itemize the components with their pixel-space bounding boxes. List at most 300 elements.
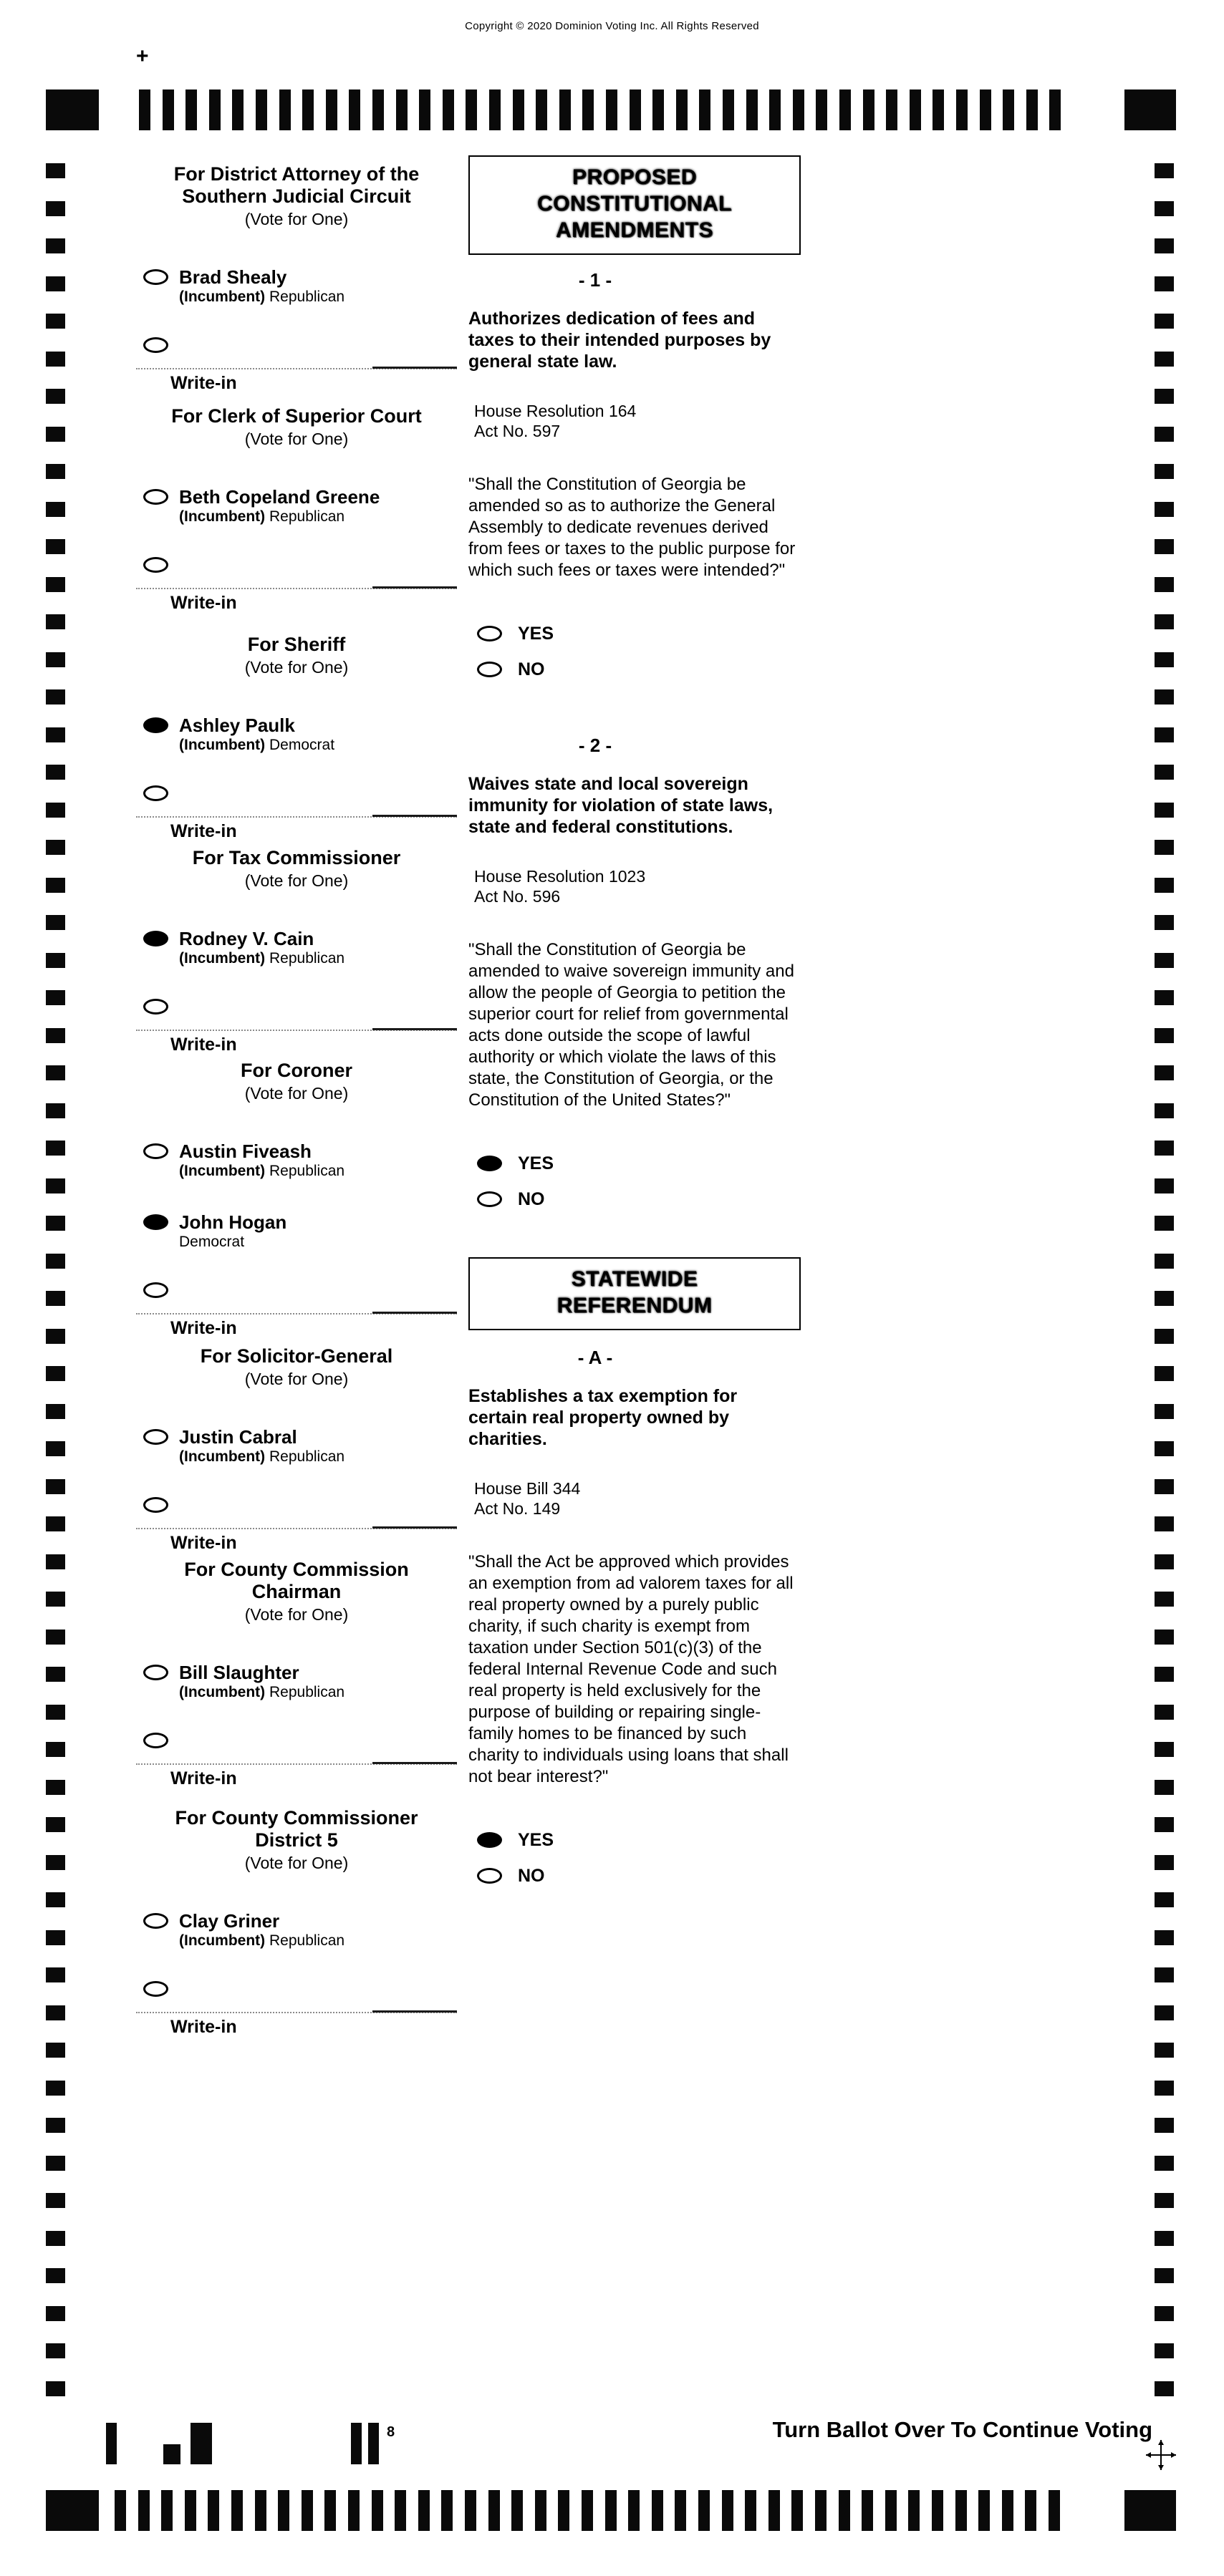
- timing-bar-bottom: [488, 2490, 500, 2531]
- timing-bar-top: [839, 89, 851, 130]
- filled-candidate-oval[interactable]: [143, 1214, 168, 1230]
- candidate-info: [179, 266, 344, 306]
- write-in-line[interactable]: [136, 1763, 457, 1765]
- timing-square-left: [46, 201, 65, 216]
- filled-choice-oval[interactable]: [477, 1832, 502, 1848]
- timing-square-right: [1155, 352, 1174, 367]
- contest-title-line: For Coroner: [240, 1060, 352, 1081]
- choice-oval[interactable]: [477, 1191, 502, 1207]
- timing-square-left: [46, 1667, 65, 1682]
- timing-square-right: [1155, 765, 1174, 780]
- timing-square-left: [46, 1216, 65, 1231]
- candidate-party-line: (Incumbent) Republican: [179, 1932, 345, 1949]
- timing-bar-top: [933, 89, 944, 130]
- write-in-line[interactable]: [136, 588, 457, 589]
- measures-column: [468, 0, 801, 2477]
- timing-bar-bottom: [839, 2490, 850, 2531]
- timing-square-left: [46, 1329, 65, 1344]
- timing-square-left: [46, 1441, 65, 1456]
- timing-square-right: [1155, 1554, 1174, 1569]
- write-in-label: Write-in: [170, 593, 237, 613]
- corner-glyph: 8: [387, 2424, 395, 2440]
- timing-square-right: [1155, 1028, 1174, 1043]
- timing-bar-bottom: [465, 2490, 476, 2531]
- write-in-oval[interactable]: [143, 1497, 168, 1513]
- timing-bar-top: [769, 89, 781, 130]
- timing-square-left: [46, 1705, 65, 1720]
- choice-row: [468, 1858, 801, 1894]
- timing-square-right: [1155, 389, 1174, 404]
- timing-square-left: [46, 1404, 65, 1419]
- timing-bar-bottom: [908, 2490, 920, 2531]
- candidate-info: [179, 1211, 286, 1251]
- measure-block: [468, 1347, 801, 1894]
- measure-number: - 1 -: [578, 269, 612, 291]
- timing-bar-bottom: [791, 2490, 803, 2531]
- timing-square-right: [1155, 878, 1174, 893]
- contest-title-line: For County Commissioner: [175, 1807, 418, 1829]
- timing-square-right: [1155, 1329, 1174, 1344]
- timing-square-left: [46, 1930, 65, 1945]
- vote-for-instruction: (Vote for One): [244, 871, 349, 890]
- timing-square-right: [1155, 1667, 1174, 1682]
- timing-bar-bottom: [698, 2490, 710, 2531]
- write-in-label: Write-in: [170, 1533, 237, 1553]
- choice-oval[interactable]: [477, 662, 502, 677]
- timing-square-right: [1155, 614, 1174, 629]
- contest-title: [136, 1060, 457, 1082]
- timing-square-left: [46, 1780, 65, 1795]
- timing-bar-top: [793, 89, 804, 130]
- timing-bar-top: [185, 89, 197, 130]
- timing-bar-top: [630, 89, 641, 130]
- measure-choices: [468, 616, 801, 687]
- timing-square-right: [1155, 2231, 1174, 2246]
- contest-title: [136, 1345, 457, 1367]
- choice-label: NO: [518, 1188, 545, 1209]
- write-in-oval[interactable]: [143, 999, 168, 1015]
- timing-square-right: [1155, 1103, 1174, 1118]
- timing-square-left: [46, 464, 65, 479]
- timing-bar-bottom: [278, 2490, 289, 2531]
- timing-square-right: [1155, 953, 1174, 968]
- timing-square-left: [46, 1103, 65, 1118]
- timing-bar-top: [1049, 89, 1061, 130]
- timing-square-right: [1155, 502, 1174, 517]
- timing-square-right: [1155, 1516, 1174, 1531]
- timing-square-right: [1155, 1178, 1174, 1193]
- timing-square-right: [1155, 1366, 1174, 1381]
- copyright-notice: Copyright © 2020 Dominion Voting Inc. All Rights Reserved: [465, 20, 759, 32]
- measure-summary: Establishes a tax exemption for certain real property owned by charities.: [468, 1386, 738, 1449]
- candidate-party-line: (Incumbent) Republican: [179, 1163, 345, 1179]
- candidate-oval[interactable]: [143, 1429, 168, 1445]
- timing-square-left: [46, 1892, 65, 1907]
- measure-reference-line: Act No. 597: [474, 422, 561, 440]
- timing-bar-bottom: [418, 2490, 430, 2531]
- contest-block: [136, 1807, 457, 2038]
- timing-bar-bottom: [535, 2490, 546, 2531]
- write-in-line[interactable]: [136, 1313, 457, 1314]
- candidate-name: John Hogan: [179, 1211, 287, 1233]
- timing-bar-top: [139, 89, 150, 130]
- timing-square-left: [46, 614, 65, 629]
- timing-bar-top: [980, 89, 991, 130]
- write-in-oval[interactable]: [143, 1282, 168, 1298]
- choice-oval[interactable]: [477, 626, 502, 641]
- timing-bar-top: [163, 89, 174, 130]
- measure-reference-line: House Resolution 1023: [474, 867, 646, 886]
- candidate-row: [136, 715, 457, 754]
- choice-row: [468, 652, 801, 687]
- timing-square-left: [46, 389, 65, 404]
- contest-title: [136, 1559, 457, 1603]
- incumbent-label: (Incumbent): [179, 1932, 266, 1949]
- candidate-party-line: (Incumbent) Republican: [179, 950, 345, 967]
- timing-square-right: [1155, 727, 1174, 742]
- timing-square-left: [46, 577, 65, 592]
- candidate-oval[interactable]: [143, 1143, 168, 1159]
- timing-square-right: [1155, 990, 1174, 1005]
- timing-block-bottom-left: [46, 2490, 99, 2531]
- timing-bar-top: [396, 89, 408, 130]
- index-mark: [106, 2423, 117, 2464]
- timing-square-right: [1155, 1479, 1174, 1494]
- contest-title: [136, 405, 457, 427]
- timing-square-right: [1155, 2043, 1174, 2058]
- timing-bar-bottom: [628, 2490, 640, 2531]
- contest-title-line: For Tax Commissioner: [192, 847, 401, 868]
- measure-number: - A -: [577, 1347, 613, 1368]
- timing-bar-bottom: [815, 2490, 827, 2531]
- choice-row: [468, 616, 801, 652]
- timing-square-left: [46, 502, 65, 517]
- write-in-label: Write-in: [170, 1768, 237, 1788]
- measure-reference-line: House Bill 344: [474, 1479, 581, 1498]
- timing-square-right: [1155, 1817, 1174, 1832]
- vote-for-instruction: (Vote for One): [244, 430, 349, 448]
- timing-square-right: [1155, 163, 1174, 178]
- timing-square-right: [1155, 2306, 1174, 2321]
- measure-reference-line: House Resolution 164: [474, 402, 637, 420]
- measure-summary: Waives state and local sovereign immunity for violation of state laws, state and federal constitutions.: [468, 774, 774, 837]
- timing-square-right: [1155, 1930, 1174, 1945]
- measure-choices: [468, 1146, 801, 1217]
- measure-number: - 2 -: [578, 735, 612, 756]
- choice-label: NO: [518, 1865, 545, 1886]
- timing-bar-bottom: [348, 2490, 360, 2531]
- timing-bar-bottom: [115, 2490, 126, 2531]
- candidate-row: [136, 928, 457, 967]
- write-in-line[interactable]: [136, 1528, 457, 1529]
- candidate-party-line: (Incumbent) Republican: [179, 1684, 345, 1700]
- measure-block: [468, 269, 801, 687]
- candidate-name: Clay Griner: [179, 1910, 280, 1932]
- index-mark: [351, 2423, 362, 2464]
- timing-bar-top: [536, 89, 547, 130]
- timing-square-right: [1155, 1291, 1174, 1306]
- timing-square-right: [1155, 2268, 1174, 2283]
- choice-row: [468, 1181, 801, 1217]
- write-in-oval-row: [136, 337, 457, 357]
- write-in-label: Write-in: [170, 373, 237, 393]
- write-in-oval-row: [136, 557, 457, 576]
- measure-summary: Authorizes dedication of fees and taxes to their intended purposes by general state law.: [468, 309, 771, 372]
- candidate-name: Austin Fiveash: [179, 1141, 312, 1162]
- write-in-oval[interactable]: [143, 557, 168, 573]
- candidate-oval[interactable]: [143, 269, 168, 285]
- timing-square-right: [1155, 803, 1174, 818]
- timing-square-right: [1155, 427, 1174, 442]
- index-mark: [368, 2423, 379, 2464]
- measure-references: [474, 866, 801, 906]
- timing-block-top-right: [1124, 89, 1176, 130]
- timing-bar-top: [209, 89, 221, 130]
- candidate-party-line: (Incumbent) Democrat: [179, 737, 335, 753]
- candidate-info: [179, 1910, 344, 1950]
- contest-block: [136, 1345, 457, 1554]
- measure-question: "Shall the Constitution of Georgia be amended to waive sovereign immunity and allow the people of Georgia to petition the superior court for relief from governmental acts done outside the scope of lawful authority or which violate the laws of this state, the Constitution of Georgia, or the Constitution of the United States?": [468, 940, 794, 1110]
- timing-square-left: [46, 765, 65, 780]
- write-in-line[interactable]: [136, 1030, 457, 1031]
- write-in-label: Write-in: [170, 821, 237, 841]
- timing-bar-bottom: [862, 2490, 873, 2531]
- timing-bar-top: [956, 89, 968, 130]
- write-in-line[interactable]: [136, 816, 457, 818]
- section-header-line: STATEWIDE: [571, 1267, 698, 1291]
- timing-bar-bottom: [768, 2490, 780, 2531]
- write-in-oval-row: [136, 785, 457, 805]
- contest-title-line: Chairman: [251, 1581, 342, 1602]
- timing-square-left: [46, 2005, 65, 2020]
- index-mark: [163, 2444, 180, 2464]
- timing-square-right: [1155, 238, 1174, 253]
- timing-bar-top: [910, 89, 921, 130]
- timing-square-right: [1155, 314, 1174, 329]
- write-in-label: Write-in: [170, 1035, 237, 1055]
- timing-bar-bottom: [302, 2490, 313, 2531]
- timing-bar-top: [349, 89, 360, 130]
- timing-square-left: [46, 2306, 65, 2321]
- timing-square-left: [46, 238, 65, 253]
- timing-square-left: [46, 2193, 65, 2208]
- candidate-party-line: (Incumbent) Republican: [179, 508, 345, 525]
- timing-bar-bottom: [208, 2490, 219, 2531]
- candidate-row: [136, 1211, 457, 1251]
- candidate-name: Justin Cabral: [179, 1426, 297, 1448]
- timing-square-left: [46, 163, 65, 178]
- timing-bar-top: [559, 89, 571, 130]
- timing-bar-bottom: [558, 2490, 569, 2531]
- timing-square-left: [46, 2156, 65, 2171]
- write-in-label: Write-in: [170, 1318, 237, 1338]
- candidate-party-line: (Incumbent) Republican: [179, 1448, 345, 1465]
- timing-bar-bottom: [255, 2490, 266, 2531]
- filled-candidate-oval[interactable]: [143, 931, 168, 946]
- timing-bar-top: [443, 89, 454, 130]
- candidate-name: Beth Copeland Greene: [179, 486, 380, 508]
- timing-square-left: [46, 1065, 65, 1080]
- timing-square-right: [1155, 1892, 1174, 1907]
- timing-bar-bottom: [1025, 2490, 1036, 2531]
- timing-square-left: [46, 1479, 65, 1494]
- contest-title: [136, 634, 457, 656]
- candidate-info: [179, 715, 334, 754]
- timing-bar-bottom: [605, 2490, 617, 2531]
- write-in-oval[interactable]: [143, 337, 168, 353]
- write-in-label: Write-in: [170, 2017, 237, 2037]
- timing-square-left: [46, 689, 65, 704]
- timing-square-left: [46, 803, 65, 818]
- candidate-name: Brad Shealy: [179, 266, 287, 288]
- timing-bar-top: [652, 89, 664, 130]
- candidate-oval[interactable]: [143, 1665, 168, 1680]
- timing-square-left: [46, 953, 65, 968]
- timing-square-left: [46, 1028, 65, 1043]
- timing-bar-bottom: [231, 2490, 243, 2531]
- timing-bar-bottom: [745, 2490, 756, 2531]
- write-in-oval-row: [136, 1733, 457, 1752]
- timing-square-right: [1155, 1742, 1174, 1757]
- incumbent-label: (Incumbent): [179, 289, 266, 305]
- choice-row: [468, 1146, 801, 1181]
- candidate-oval[interactable]: [143, 489, 168, 505]
- timing-square-left: [46, 2381, 65, 2396]
- candidate-row: [136, 1910, 457, 1950]
- contest-title: [136, 1807, 457, 1851]
- timing-square-right: [1155, 2343, 1174, 2358]
- timing-square-left: [46, 990, 65, 1005]
- timing-square-right: [1155, 2081, 1174, 2096]
- timing-bar-bottom: [1049, 2490, 1060, 2531]
- choice-oval[interactable]: [477, 1868, 502, 1884]
- timing-square-right: [1155, 1780, 1174, 1795]
- timing-square-left: [46, 727, 65, 742]
- write-in-oval[interactable]: [143, 1981, 168, 1997]
- timing-square-left: [46, 539, 65, 554]
- candidate-info: [179, 486, 380, 526]
- candidate-row: [136, 1426, 457, 1466]
- timing-square-left: [46, 1178, 65, 1193]
- measure-references: [474, 401, 801, 441]
- timing-square-left: [46, 1967, 65, 1982]
- vote-for-instruction: (Vote for One): [244, 210, 349, 228]
- timing-block-bottom-right: [1124, 2490, 1176, 2531]
- timing-square-right: [1155, 276, 1174, 291]
- timing-bar-top: [723, 89, 734, 130]
- timing-square-right: [1155, 2118, 1174, 2133]
- timing-bar-bottom: [161, 2490, 173, 2531]
- timing-bar-top: [1003, 89, 1014, 130]
- timing-bar-top: [699, 89, 710, 130]
- timing-square-right: [1155, 1855, 1174, 1870]
- registration-plus-mark: +: [136, 44, 149, 68]
- timing-bar-top: [256, 89, 267, 130]
- timing-bar-bottom: [955, 2490, 967, 2531]
- write-in-oval-row: [136, 999, 457, 1018]
- timing-square-left: [46, 352, 65, 367]
- timing-square-left: [46, 1592, 65, 1607]
- candidate-info: [179, 1662, 344, 1701]
- incumbent-label: (Incumbent): [179, 737, 266, 753]
- timing-bar-bottom: [978, 2490, 990, 2531]
- timing-square-left: [46, 2343, 65, 2358]
- incumbent-label: (Incumbent): [179, 950, 266, 967]
- candidate-info: [179, 1141, 344, 1180]
- timing-square-right: [1155, 2193, 1174, 2208]
- timing-square-left: [46, 1516, 65, 1531]
- candidate-party-line: (Incumbent) Republican: [179, 289, 345, 305]
- timing-bar-bottom: [395, 2490, 406, 2531]
- section-header-line: AMENDMENTS: [556, 218, 713, 242]
- timing-square-left: [46, 840, 65, 855]
- write-in-oval-row: [136, 1282, 457, 1302]
- filled-candidate-oval[interactable]: [143, 717, 168, 733]
- timing-square-right: [1155, 2381, 1174, 2396]
- measure-references: [474, 1478, 801, 1519]
- timing-square-right: [1155, 1065, 1174, 1080]
- candidate-row: [136, 1662, 457, 1701]
- measure-question: "Shall the Constitution of Georgia be amended so as to authorize the General Assembly to dedicate revenues derived from fees or taxes to the public purpose for which such fees or taxes were intended?": [468, 475, 796, 580]
- timing-square-left: [46, 2043, 65, 2058]
- timing-bar-bottom: [582, 2490, 593, 2531]
- incumbent-label: (Incumbent): [179, 1684, 266, 1700]
- write-in-line[interactable]: [136, 2012, 457, 2013]
- section-header: [468, 155, 801, 255]
- measure-reference-line: Act No. 596: [474, 887, 561, 906]
- write-in-line[interactable]: [136, 368, 457, 369]
- section-header-line: PROPOSED: [572, 165, 698, 189]
- candidate-row: [136, 266, 457, 306]
- index-mark: [191, 2423, 212, 2464]
- timing-bar-top: [489, 89, 501, 130]
- timing-square-left: [46, 2081, 65, 2096]
- timing-bar-top: [279, 89, 291, 130]
- registration-cross-icon: [1145, 2439, 1177, 2471]
- vote-for-instruction: (Vote for One): [244, 1605, 349, 1624]
- timing-bar-top: [419, 89, 430, 130]
- timing-bar-top: [606, 89, 617, 130]
- timing-square-left: [46, 652, 65, 667]
- contest-title-line: For District Attorney of the: [173, 163, 420, 185]
- vote-for-instruction: (Vote for One): [244, 1084, 349, 1103]
- timing-bar-top: [863, 89, 874, 130]
- write-in-oval-row: [136, 1981, 457, 2000]
- candidate-oval[interactable]: [143, 1913, 168, 1929]
- contest-block: [136, 634, 457, 842]
- timing-bar-top: [676, 89, 688, 130]
- timing-bar-bottom: [1002, 2490, 1013, 2531]
- contest-title-line: Southern Judicial Circuit: [182, 185, 411, 207]
- timing-square-right: [1155, 1254, 1174, 1269]
- timing-square-left: [46, 1630, 65, 1645]
- timing-square-right: [1155, 2156, 1174, 2171]
- timing-square-left: [46, 1291, 65, 1306]
- timing-bar-bottom: [722, 2490, 733, 2531]
- timing-bar-top: [326, 89, 337, 130]
- timing-square-right: [1155, 577, 1174, 592]
- write-in-oval[interactable]: [143, 1733, 168, 1748]
- filled-choice-oval[interactable]: [477, 1156, 502, 1171]
- timing-bar-top: [513, 89, 524, 130]
- timing-bar-top: [582, 89, 594, 130]
- timing-square-right: [1155, 2005, 1174, 2020]
- timing-square-right: [1155, 1705, 1174, 1720]
- timing-square-right: [1155, 539, 1174, 554]
- write-in-oval[interactable]: [143, 785, 168, 801]
- measure-choices: [468, 1822, 801, 1894]
- turn-ballot-over-text: Turn Ballot Over To Continue Voting: [772, 2417, 1152, 2442]
